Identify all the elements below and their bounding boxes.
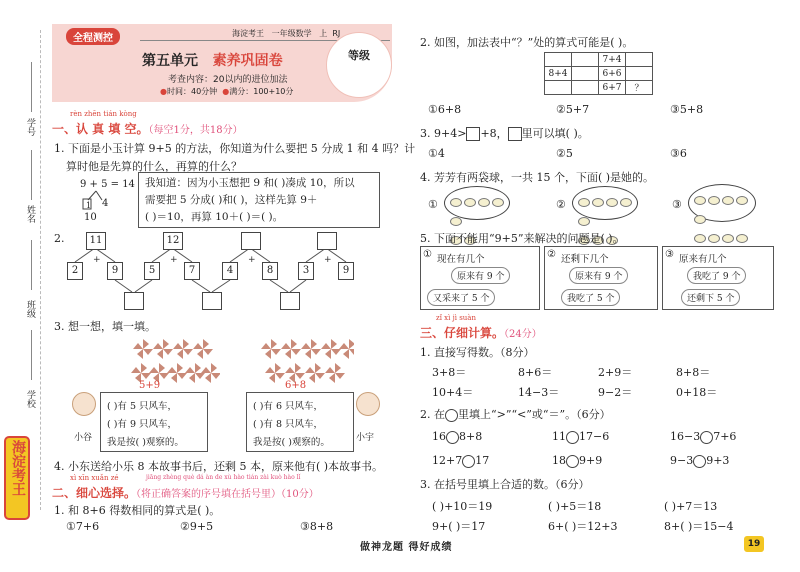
q2-leaf-2: 2 xyxy=(67,262,83,280)
q1-answer-line1[interactable]: 我知道：因为小玉想把 9 和( )凑成 10，所以 xyxy=(145,177,355,189)
s3-q2-item-1-left: 16 xyxy=(432,430,446,443)
q5-card-2[interactable] xyxy=(544,246,658,310)
s2-q3-text xyxy=(420,125,589,141)
s3-q2-item-1 xyxy=(432,430,482,444)
s2-q3-part-a: 3. 9+4> xyxy=(420,127,467,140)
section2-points: （将正确答案的序号填在括号里）（10分） xyxy=(136,489,319,500)
s2-q3-box-1[interactable] xyxy=(466,127,480,141)
header-series: 海淀考王 xyxy=(232,29,264,38)
table-cell-7-4: 7+4 xyxy=(599,53,626,67)
s3-q1-item-3[interactable]: 2+9＝ xyxy=(598,366,633,379)
s2-q4-text[interactable]: 4. 芳芳有两袋球，一共 15 个，下面( )是她的。 xyxy=(420,171,655,184)
header-term: 上 xyxy=(319,29,328,38)
s3-q2-item-5-left: 18 xyxy=(552,454,566,467)
s2-q1-option-2[interactable]: ②9+5 xyxy=(180,520,214,533)
s3-q2-item-6-right: 9+3 xyxy=(706,454,730,467)
series-badge xyxy=(66,28,120,45)
compare-circle-6[interactable] xyxy=(693,455,706,468)
brand-logo-text: 海淀考王 xyxy=(10,440,26,496)
s2-q2-option-2[interactable]: ②5+7 xyxy=(556,103,590,116)
s2-q3-option-2[interactable]: ②5 xyxy=(556,147,573,160)
right-observation-box xyxy=(246,380,354,452)
s2-q1-option-1[interactable]: ①7+6 xyxy=(66,520,100,533)
header-meta xyxy=(232,28,340,39)
s3-q2-item-2 xyxy=(552,430,609,444)
section2-title: 二、细心选择。 xyxy=(52,486,137,500)
s3-q2-item-6-left: 9−3 xyxy=(670,454,694,467)
clock-icon: ● xyxy=(160,87,167,96)
compare-circle-3[interactable] xyxy=(700,431,713,444)
s2-q5-text[interactable]: 5. 下面不能用“9+5”来解决的问题是( )。 xyxy=(420,232,624,245)
test-info xyxy=(160,86,293,97)
page-number-text: 19 xyxy=(747,539,761,549)
q5-card-1[interactable] xyxy=(420,246,540,310)
s3-q2-item-3-left: 16−3 xyxy=(670,430,701,443)
q1-split-sum: 10 xyxy=(84,212,97,223)
s3-q3-item-6[interactable]: 8+( )＝15−4 xyxy=(664,520,734,533)
s2-q3-option-3[interactable]: ③6 xyxy=(670,147,687,160)
table-cell-question: ？ xyxy=(626,81,653,95)
q2-bottom-box-1[interactable] xyxy=(124,292,144,310)
q5-card-3-number: ③ xyxy=(665,249,674,260)
s3-q2-item-4-right: 17 xyxy=(475,454,490,467)
brand-logo xyxy=(4,436,30,520)
q2-leaf-9b: 9 xyxy=(338,262,354,280)
test-scope: 考查内容：20以内的进位加法 xyxy=(168,75,288,85)
class-label: 班级 xyxy=(25,300,35,318)
pinwheel-icon xyxy=(130,336,220,386)
compare-circle-5[interactable] xyxy=(566,455,579,468)
q3-text: 3. 想一想，填一填。 xyxy=(54,320,156,333)
binding-sidebar xyxy=(0,0,46,572)
s3-q2-item-5 xyxy=(552,454,602,468)
section3-heading xyxy=(420,324,542,341)
q5-card-2-number: ② xyxy=(547,249,556,260)
compare-circle-4[interactable] xyxy=(462,455,475,468)
s3-q2-item-4-left: 12+7 xyxy=(432,454,463,467)
section1-title: 一、认 真 填 空。 xyxy=(52,122,149,136)
section2-pinyin2: jiāng zhèng què dá àn de xù hào tián zài kuò hào lǐ xyxy=(146,474,301,481)
q5-card-2-bubble-a: 原来有 9 个 xyxy=(569,267,628,284)
q5-card-3-bubble-b: 还剩下 5 个 xyxy=(681,289,740,306)
left-observation-box xyxy=(100,380,208,452)
s3-q3-item-5[interactable]: 6+( )＝12+3 xyxy=(548,520,618,533)
q5-card-2-question: 还剩下几个 xyxy=(561,254,609,265)
header-edition: RJ xyxy=(332,29,341,38)
student-name-blank[interactable] xyxy=(31,150,32,200)
header-grade: 一年级数学 xyxy=(271,29,312,38)
s3-q1-item-7[interactable]: 9−2＝ xyxy=(598,386,633,399)
q2-number: 2. xyxy=(54,232,65,245)
right-line-2[interactable]: ( )有 8 只风车， xyxy=(253,419,324,430)
section3-pinyin: zǐ xì jì suàn xyxy=(436,314,476,322)
q5-card-3-bubble-a: 我吃了 9 个 xyxy=(687,267,746,284)
right-child-avatar xyxy=(356,392,380,416)
left-line-3[interactable]: 我是按( )观察的。 xyxy=(107,437,184,448)
q5-card-3[interactable] xyxy=(662,246,774,310)
s2-q1-option-3[interactable]: ③8+8 xyxy=(300,520,334,533)
section2-pinyin: xì xīn xuǎn zé xyxy=(70,474,119,482)
student-name-label: 姓名 xyxy=(25,205,35,223)
s2-q3-box-2[interactable] xyxy=(508,127,522,141)
q5-card-1-number: ① xyxy=(423,249,432,260)
section1-pinyin: rèn zhēn tián kòng xyxy=(70,110,137,118)
section1-points: （每空1分，共18分） xyxy=(148,125,243,136)
q2-bottom-box-2[interactable] xyxy=(202,292,222,310)
s3-q1-item-8[interactable]: 0+18＝ xyxy=(676,386,718,399)
s3-q2-item-2-left: 11 xyxy=(552,430,566,443)
s2-q3-option-1[interactable]: ①4 xyxy=(428,147,445,160)
s3-q2-item-3-right: 7+6 xyxy=(713,430,737,443)
q2-leaf-9a: 9 xyxy=(107,262,123,280)
ball-bag-3 xyxy=(688,184,756,222)
s2-q2-option-1[interactable]: ①6+8 xyxy=(428,103,462,116)
left-equation: 5+9 xyxy=(139,380,161,391)
q2-top-box-3[interactable] xyxy=(241,232,261,250)
q5-card-2-bubble-b: 我吃了 5 个 xyxy=(561,289,620,306)
q2-leaf-4: 4 xyxy=(222,262,238,280)
q2-leaf-5: 5 xyxy=(144,262,160,280)
s2-q4-option-1[interactable]: ① xyxy=(428,198,438,211)
table-cell-6-7: 6+7 xyxy=(599,81,626,95)
q1-calc: 9 + 5 = 14 xyxy=(80,179,135,190)
s3-q3-item-3[interactable]: ( )+7＝13 xyxy=(664,500,718,513)
left-child-name: 小谷 xyxy=(74,433,93,443)
unit-label: 第五单元 xyxy=(142,53,198,69)
q2-top-box-2[interactable]: 12 xyxy=(163,232,183,250)
left-pinwheel-group xyxy=(130,336,220,386)
s3-q3-item-2[interactable]: ( )+5＝18 xyxy=(548,500,602,513)
s2-q4-option-3[interactable]: ③ xyxy=(672,198,682,211)
school-blank[interactable] xyxy=(31,330,32,380)
s3-q3-item-1[interactable]: ( )+10＝19 xyxy=(432,500,493,513)
q2-top-box-1[interactable]: 11 xyxy=(86,232,106,250)
section3-title: 三、仔细计算。 xyxy=(420,326,505,340)
s3-q2-item-2-right: 17−6 xyxy=(579,430,610,443)
s2-q2-option-3[interactable]: ③5+8 xyxy=(670,103,704,116)
s3-q2-item-6 xyxy=(670,454,729,468)
s2-q1-text[interactable]: 1. 和 8+6 得数相同的算式是( )。 xyxy=(54,504,221,517)
left-line-1[interactable]: ( )有 5 只风车， xyxy=(107,401,178,412)
grade-label: 等级 xyxy=(348,49,370,62)
table-cell-6-6: 6+6 xyxy=(599,67,626,81)
s3-q3-text: 3. 在括号里填上合适的数。（6分） xyxy=(420,478,590,491)
test-time: 时间：40分钟 xyxy=(166,87,218,96)
right-pinwheel-group xyxy=(258,336,354,386)
q4-text[interactable]: 4. 小东送给小乐 8 本故事书后，还剩 5 本，原来他有( )本故事书。 xyxy=(54,460,384,473)
page-number xyxy=(744,536,764,552)
binding-dashed-line xyxy=(40,30,41,510)
s3-q2-part-a: 2. 在 xyxy=(420,408,445,421)
compare-circle-1[interactable] xyxy=(446,431,459,444)
s3-q2-circle-example xyxy=(445,409,458,422)
student-number-blank[interactable] xyxy=(31,62,32,112)
left-child-avatar xyxy=(72,392,96,416)
section1-heading xyxy=(52,120,243,137)
s2-q2-text[interactable]: 2. 如图，加法表中“？”处的算式可能是( )。 xyxy=(420,36,634,49)
q1-answer-line3[interactable]: ( )＝10，再算 10＋( )＝( )。 xyxy=(145,211,284,223)
q1-split-b: 4 xyxy=(102,198,109,209)
q5-card-1-bubble-a: 原来有 9 个 xyxy=(451,267,510,284)
q2-bottom-box-3[interactable] xyxy=(280,292,300,310)
q1-answer-line2[interactable]: 需要把 5 分成( )和( )，这样先算 9＋ xyxy=(145,194,318,206)
star-icon: ● xyxy=(222,87,230,96)
svg-text:+: + xyxy=(248,255,256,265)
q1-text-line1: 1. 下面是小玉计算 9+5 的方法，你知道为什么要把 5 分成 1 和 4 吗？计 xyxy=(54,142,416,155)
s3-q1-item-1[interactable]: 3+8＝ xyxy=(432,366,467,379)
school-label: 学校 xyxy=(25,390,35,408)
right-line-1[interactable]: ( )有 6 只风车， xyxy=(253,401,324,412)
test-title: 素养巩固卷 xyxy=(212,53,283,69)
ball-bag-2 xyxy=(572,186,638,220)
s3-q1-text: 1. 直接写得数。（8分） xyxy=(420,346,535,359)
q1-text-line2: 算时他是先算的什么，再算的什么？ xyxy=(66,160,242,173)
q5-card-3-question: 原来有几个 xyxy=(679,254,727,265)
s3-q2-item-4 xyxy=(432,454,489,468)
s2-q3-part-c[interactable]: 里可以填( )。 xyxy=(521,127,589,140)
s3-q3-item-4[interactable]: 9+( )＝17 xyxy=(432,520,486,533)
addition-table xyxy=(544,52,653,95)
svg-text:+: + xyxy=(324,255,332,265)
pinwheel-icon xyxy=(258,336,354,386)
right-equation: 6+8 xyxy=(285,380,307,391)
q1-split-a: 1 xyxy=(86,201,92,210)
s2-q3-part-b: +8， xyxy=(480,127,508,140)
ball-bag-1 xyxy=(444,186,510,220)
compare-circle-2[interactable] xyxy=(566,431,579,444)
s3-q1-item-5[interactable]: 10+4＝ xyxy=(432,386,474,399)
footer-slogan: 做神龙题 得好成绩 xyxy=(360,542,453,553)
svg-text:+: + xyxy=(93,255,101,265)
q2-leaf-3: 3 xyxy=(298,262,314,280)
table-cell-8-4: 8+4 xyxy=(545,67,572,81)
page-title xyxy=(142,50,283,70)
q2-leaf-8: 8 xyxy=(262,262,278,280)
s3-q2-item-3 xyxy=(670,430,736,444)
test-score: 满分：100+10分 xyxy=(229,87,294,96)
s3-q1-item-6[interactable]: 14−3＝ xyxy=(518,386,560,399)
s3-q1-item-4[interactable]: 8+8＝ xyxy=(676,366,711,379)
left-line-2[interactable]: ( )有 9 只风车， xyxy=(107,419,178,430)
s3-q2-part-b: 里填上“>”“<”或“＝”。（6分） xyxy=(458,408,611,421)
right-line-3[interactable]: 我是按( )观察的。 xyxy=(253,437,330,448)
q5-card-1-question: 现在有几个 xyxy=(437,254,485,265)
series-badge-text: 全程测控 xyxy=(73,33,113,44)
q1-answer-box xyxy=(138,172,380,228)
s2-q4-option-2[interactable]: ② xyxy=(556,198,566,211)
grade-circle xyxy=(326,32,392,98)
s3-q2-item-5-right: 9+9 xyxy=(579,454,603,467)
right-child-name: 小宇 xyxy=(356,433,375,443)
svg-text:+: + xyxy=(170,255,178,265)
student-number-label: 学号 xyxy=(25,118,35,136)
s3-q2-text xyxy=(420,406,611,422)
s3-q2-item-1-right: 8+8 xyxy=(459,430,483,443)
q5-card-1-bubble-b: 又采来了 5 个 xyxy=(427,289,495,306)
section3-points: （24分） xyxy=(504,329,542,340)
section2-heading xyxy=(52,484,319,501)
class-blank[interactable] xyxy=(31,240,32,290)
q2-top-box-4[interactable] xyxy=(317,232,337,250)
q2-leaf-7: 7 xyxy=(184,262,200,280)
s3-q1-item-2[interactable]: 8+6＝ xyxy=(518,366,553,379)
